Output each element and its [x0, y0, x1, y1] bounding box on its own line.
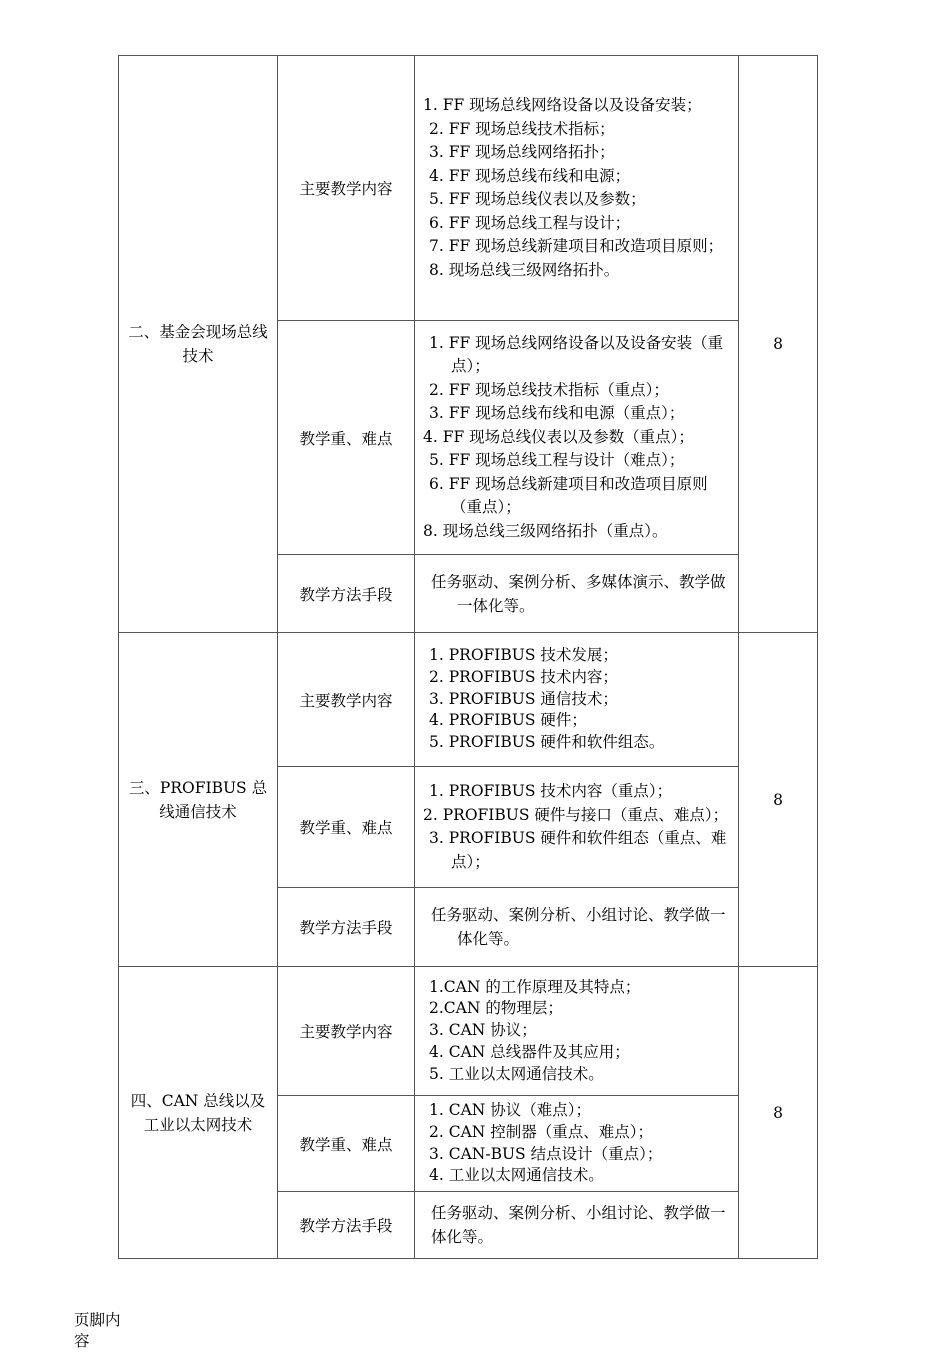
method-text: 任务驱动、案例分析、小组讨论、教学做一体化等。 [431, 906, 726, 948]
list-item: 4. 工业以太网通信技术。 [429, 1166, 604, 1185]
main-content-cell [415, 967, 739, 1096]
hours-cell: 8 [739, 633, 818, 967]
method-cell [415, 555, 739, 633]
key-points-label: 教学重、难点 [278, 767, 415, 888]
list-item: 4. CAN 总线器件及其应用； [429, 1042, 630, 1061]
list-item: 8. 现场总线三级网络拓扑（重点）。 [423, 521, 668, 540]
key-points-cell [415, 767, 739, 888]
key-points-cell [415, 321, 739, 555]
hours-cell: 8 [739, 967, 818, 1259]
list-item: 1. PROFIBUS 技术内容（重点）； [429, 782, 673, 800]
hours-cell: 8 [739, 56, 818, 633]
main-content-cell [415, 56, 739, 321]
table-row [119, 56, 818, 321]
list-item: 1.CAN 的工作原理及其特点； [429, 977, 641, 996]
list-item: 5. 工业以太网通信技术。 [429, 1064, 604, 1083]
list-item: 2. FF 现场总线技术指标； [429, 119, 615, 138]
list-item: 8. 现场总线三级网络拓扑。 [429, 260, 620, 279]
method-text: 任务驱动、案例分析、小组讨论、教学做一体化等。 [431, 1204, 726, 1247]
list-item: 2. PROFIBUS 技术内容； [429, 667, 618, 686]
list-item: 5. PROFIBUS 硬件和软件组态。 [429, 733, 665, 752]
list-item: 3. PROFIBUS 硬件和软件组态（重点、难点）； [429, 829, 727, 871]
chapter-title: 三、PROFIBUS 总线通信技术 [119, 633, 278, 967]
syllabus-table [118, 55, 818, 1259]
list-item: 3. PROFIBUS 通信技术； [429, 689, 618, 708]
main-content-cell [415, 633, 739, 767]
method-label: 教学方法手段 [278, 555, 415, 633]
list-item: 6. FF 现场总线新建项目和改造项目原则（重点）； [429, 474, 708, 517]
method-label: 教学方法手段 [278, 1192, 415, 1259]
list-item: 1. FF 现场总线网络设备以及设备安装（重点）； [429, 333, 724, 376]
list-item: 5. FF 现场总线工程与设计（难点）； [429, 451, 685, 470]
list-item: 2. CAN 控制器（重点、难点）； [429, 1122, 654, 1141]
method-cell [415, 888, 739, 967]
list-item: 1. PROFIBUS 技术发展； [429, 646, 618, 664]
list-item: 3. FF 现场总线布线和电源（重点）； [429, 404, 685, 423]
list-item: 4. FF 现场总线仪表以及参数（重点）； [423, 427, 694, 446]
list-item: 3. CAN 协议； [429, 1021, 537, 1040]
main-content-label: 主要教学内容 [278, 633, 415, 767]
key-points-label: 教学重、难点 [278, 321, 415, 555]
method-cell [415, 1192, 739, 1259]
page-footer: 页脚内容 [74, 1311, 121, 1350]
main-content-label: 主要教学内容 [278, 56, 415, 321]
main-content-label: 主要教学内容 [278, 967, 415, 1096]
list-item: 2.CAN 的物理层； [429, 999, 563, 1018]
list-item: 6. FF 现场总线工程与设计； [429, 213, 631, 232]
list-item: 1. FF 现场总线网络设备以及设备安装； [423, 96, 702, 114]
key-points-label: 教学重、难点 [278, 1096, 415, 1192]
list-item: 2. PROFIBUS 硬件与接口（重点、难点）； [423, 805, 729, 824]
chapter-title: 二、基金会现场总线技术 [119, 56, 278, 633]
method-label: 教学方法手段 [278, 888, 415, 967]
list-item: 3. CAN-BUS 结点设计（重点）； [429, 1144, 663, 1163]
list-item: 1. CAN 协议（难点）； [429, 1101, 592, 1119]
table-row [119, 633, 818, 767]
list-item: 7. FF 现场总线新建项目和改造项目原则； [429, 237, 724, 255]
list-item: 4. FF 现场总线布线和电源； [429, 166, 631, 185]
table-row [119, 967, 818, 1096]
list-item: 3. FF 现场总线网络拓扑； [429, 143, 615, 161]
chapter-title: 四、CAN 总线以及工业以太网技术 [119, 967, 278, 1259]
list-item: 5. FF 现场总线仪表以及参数； [429, 190, 646, 208]
key-points-cell [415, 1096, 739, 1192]
list-item: 2. FF 现场总线技术指标（重点）； [429, 380, 669, 399]
list-item: 4. PROFIBUS 硬件； [429, 711, 587, 730]
method-text: 任务驱动、案例分析、多媒体演示、教学做一体化等。 [431, 572, 726, 615]
